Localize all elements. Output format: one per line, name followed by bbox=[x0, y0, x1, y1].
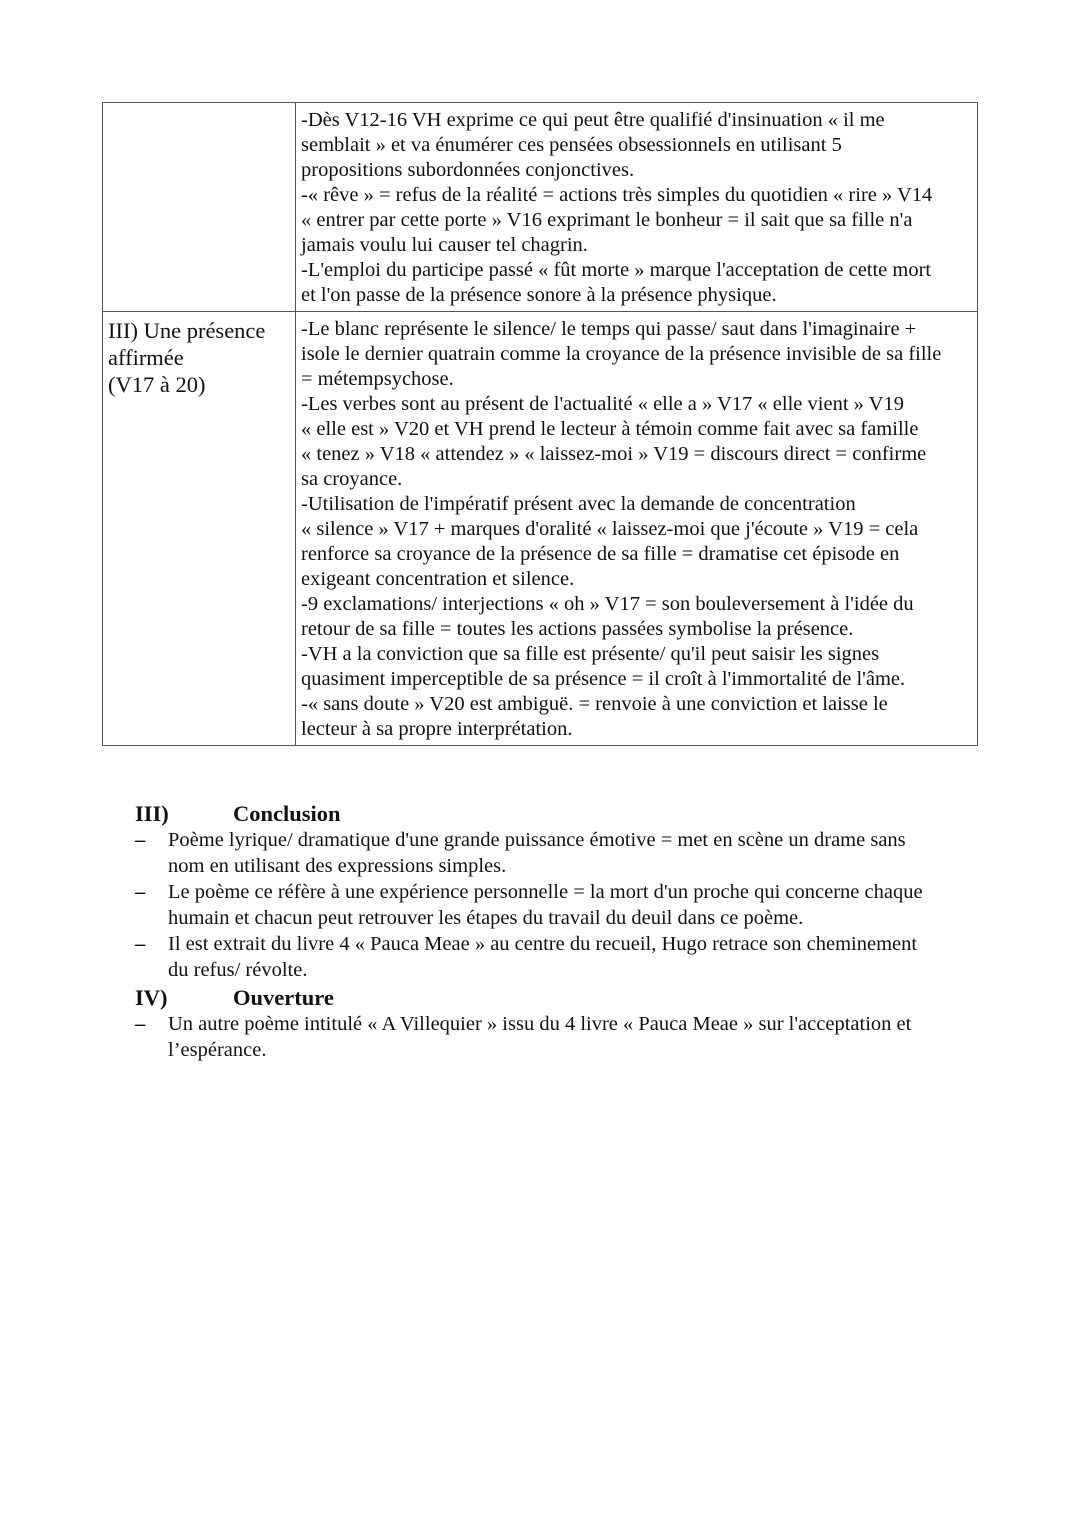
list-item bbox=[135, 1012, 995, 1063]
list-item bbox=[135, 932, 995, 983]
bullet-dash: – bbox=[135, 829, 146, 851]
list-item-line: Poème lyrique/ dramatique d'une grande puissance émotive = met en scène un drame sans bbox=[168, 829, 906, 851]
text-line: « silence » V17 + marques d'oralité « laissez-moi que j'écoute » V19 = cela bbox=[301, 518, 919, 540]
row-label-cell bbox=[103, 103, 296, 312]
text-line: -« sans doute » V20 est ambiguë. = renvoie à une conviction et laisse le bbox=[301, 693, 888, 715]
section-number: IV) bbox=[135, 985, 168, 1010]
list-item-line: nom en utilisant des expressions simples. bbox=[168, 854, 507, 877]
text-line: -L'emploi du participe passé « fût morte » marque l'acceptation de cette mort bbox=[301, 259, 932, 281]
section-label-line: affirmée bbox=[108, 345, 184, 370]
section-label-line: III) Une présence bbox=[108, 318, 266, 343]
text-line: « tenez » V18 « attendez » « laissez-moi » V19 = discours direct = confirme bbox=[301, 443, 927, 465]
text-line: « elle est » V20 et VH prend le lecteur à témoin comme fait avec sa famille bbox=[301, 418, 919, 440]
section-title: Conclusion bbox=[233, 801, 341, 826]
list-item-line: Le poème ce réfère à une expérience personnelle = la mort d'un proche qui concerne chaque bbox=[168, 881, 923, 903]
text-line: renforce sa croyance de la présence de sa fille = dramatise cet épisode en bbox=[301, 543, 900, 565]
analysis-table bbox=[102, 102, 978, 746]
text-line: et l'on passe de la présence sonore à la présence physique. bbox=[301, 284, 777, 306]
conclusion-section bbox=[135, 800, 995, 984]
table-row bbox=[103, 103, 978, 312]
text-line: jamais voulu lui causer tel chagrin. bbox=[301, 234, 588, 256]
ouverture-list bbox=[135, 1012, 995, 1063]
list-item bbox=[135, 828, 995, 879]
text-line: sa croyance. bbox=[301, 468, 403, 490]
text-line: -Les verbes sont au présent de l'actualité « elle a » V17 « elle vient » V19 bbox=[301, 393, 904, 415]
section-title: Ouverture bbox=[233, 985, 334, 1010]
conclusion-heading bbox=[135, 800, 995, 828]
text-line: -« rêve » = refus de la réalité = actions très simples du quotidien « rire » V14 bbox=[301, 184, 933, 206]
text-line: semblait » et va énumérer ces pensées obsessionnels en utilisant 5 bbox=[301, 134, 842, 156]
text-line: -Utilisation de l'impératif présent avec la demande de concentration bbox=[301, 493, 856, 515]
text-line: isole le dernier quatrain comme la croyance de la présence invisible de sa fille bbox=[301, 343, 942, 365]
bullet-dash: – bbox=[135, 933, 146, 955]
text-line: -9 exclamations/ interjections « oh » V17 = son bouleversement à l'idée du bbox=[301, 593, 914, 615]
conclusion-list bbox=[135, 828, 995, 983]
row-text-cell bbox=[296, 312, 978, 746]
row-text-cell bbox=[296, 103, 978, 312]
row-label-cell bbox=[103, 312, 296, 746]
list-item-line: du refus/ révolte. bbox=[168, 958, 308, 981]
list-item bbox=[135, 880, 995, 931]
text-line: quasiment imperceptible de sa présence = il croît à l'immortalité de l'âme. bbox=[301, 668, 906, 690]
text-line: -Le blanc représente le silence/ le temps qui passe/ saut dans l'imaginaire + bbox=[301, 318, 917, 340]
list-item-line: Un autre poème intitulé « A Villequier » issu du 4 livre « Pauca Meae » sur l'acceptation et bbox=[168, 1013, 912, 1035]
ouverture-heading bbox=[135, 984, 995, 1012]
text-line: -Dès V12-16 VH exprime ce qui peut être qualifié d'insinuation « il me bbox=[301, 109, 885, 131]
list-item-line: humain et chacun peut retrouver les étapes du travail du deuil dans ce poème. bbox=[168, 906, 804, 929]
list-item-line: Il est extrait du livre 4 « Pauca Meae » au centre du recueil, Hugo retrace son cheminement bbox=[168, 933, 918, 955]
text-line: « entrer par cette porte » V16 exprimant le bonheur = il sait que sa fille n'a bbox=[301, 209, 913, 231]
table-row bbox=[103, 312, 978, 746]
text-line: = métempsychose. bbox=[301, 368, 454, 390]
text-line: exigeant concentration et silence. bbox=[301, 568, 575, 590]
section-label-line: (V17 à 20) bbox=[108, 372, 206, 397]
text-line: propositions subordonnées conjonctives. bbox=[301, 159, 635, 181]
bullet-dash: – bbox=[135, 1013, 146, 1035]
section-number: III) bbox=[135, 801, 169, 826]
text-line: -VH a la conviction que sa fille est présente/ qu'il peut saisir les signes bbox=[301, 643, 880, 665]
list-item-line: l’espérance. bbox=[168, 1038, 267, 1061]
bullet-dash: – bbox=[135, 881, 146, 903]
ouverture-section bbox=[135, 984, 995, 1064]
text-line: retour de sa fille = toutes les actions passées symbolise la présence. bbox=[301, 618, 854, 640]
text-line: lecteur à sa propre interprétation. bbox=[301, 718, 573, 740]
